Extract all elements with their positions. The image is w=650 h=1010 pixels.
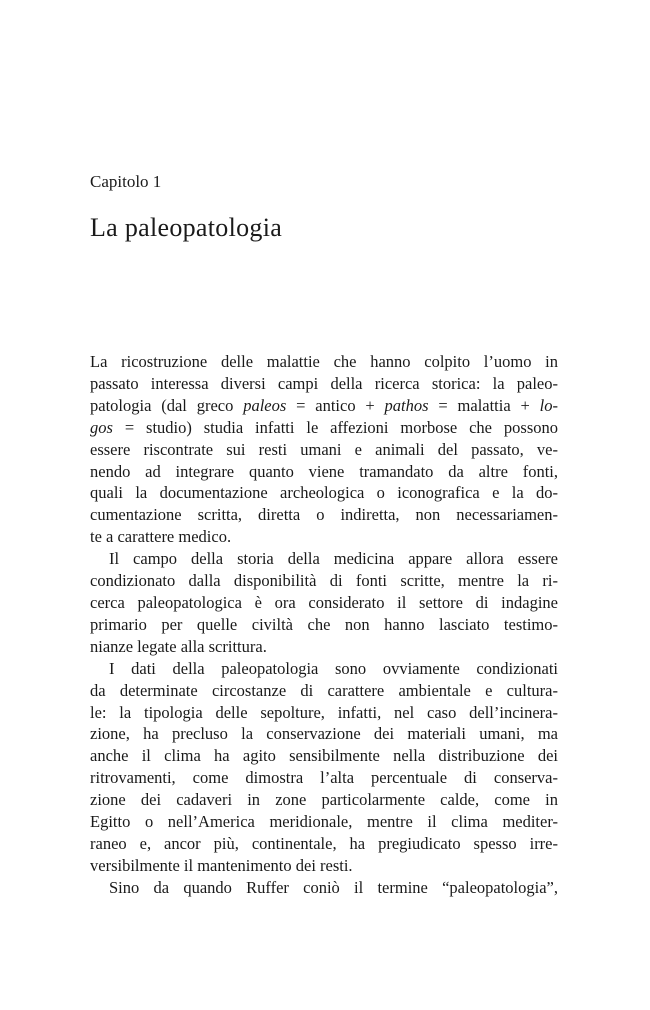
text-line: Il campo della storia della medicina appare allora essere <box>109 549 558 569</box>
text-line: ritrovamenti, come dimostra l’alta percentuale di conserva- <box>90 768 558 788</box>
text-line: le: la tipologia delle sepolture, infatti, nel caso dell’incinera- <box>90 702 558 722</box>
paragraph <box>90 351 558 548</box>
text-line: essere riscontrate sui resti umani e animali del passato, ve- <box>90 439 558 459</box>
text-line: da determinate circostanze di carattere ambientale e cultura- <box>90 680 558 700</box>
text-line: La ricostruzione delle malattie che hanno colpito l’uomo in <box>90 352 558 371</box>
text-line: patologia (dal greco paleos = antico + pathos = malattia + lo- <box>90 395 558 415</box>
text-line: zione, ha precluso la conservazione dei materiali umani, ma <box>90 724 558 744</box>
text-line: primario per quelle civiltà che non hanno lasciato testimo- <box>90 614 558 634</box>
text-line: cerca paleopatologica è ora considerato il settore di indagine <box>90 592 558 612</box>
text-line: Egitto o nell’America meridionale, mentre il clima mediter- <box>90 812 558 832</box>
text-line: anche il clima ha agito sensibilmente nella distribuzione dei <box>90 746 558 766</box>
text-line: versibilmente il mantenimento dei resti. <box>90 855 353 875</box>
chapter-label: Capitolo 1 <box>90 172 162 191</box>
text-line: I dati della paleopatologia sono ovviamente condizionati <box>109 658 558 678</box>
paragraph <box>90 877 558 899</box>
paragraph <box>90 658 558 877</box>
text-line: nendo ad integrare quanto viene tramandato da altre fonti, <box>90 461 558 481</box>
text-line: te a carattere medico. <box>90 527 232 547</box>
page-body <box>90 351 558 899</box>
text-line: zione dei cadaveri in zone particolarmente calde, come in <box>90 790 558 810</box>
paragraph <box>90 548 558 658</box>
text-line: gos = studio) studia infatti le affezioni morbose che possono <box>90 417 558 437</box>
text-line: Sino da quando Ruffer coniò il termine “paleopatologia”, <box>109 877 558 897</box>
text-line: passato interessa diversi campi della ricerca storica: la paleo- <box>90 373 558 393</box>
text-line: nianze legate alla scrittura. <box>90 636 267 656</box>
page-title: La paleopatologia <box>90 213 283 242</box>
text-line: cumentazione scritta, diretta o indiretta, non necessariamen- <box>90 505 558 525</box>
text-line: raneo e, ancor più, continentale, ha pregiudicato spesso irre- <box>90 833 558 853</box>
text-line: quali la documentazione archeologica o iconografica e la do- <box>90 483 558 503</box>
text-line: condizionato dalla disponibilità di fonti scritte, mentre la ri- <box>90 571 558 591</box>
